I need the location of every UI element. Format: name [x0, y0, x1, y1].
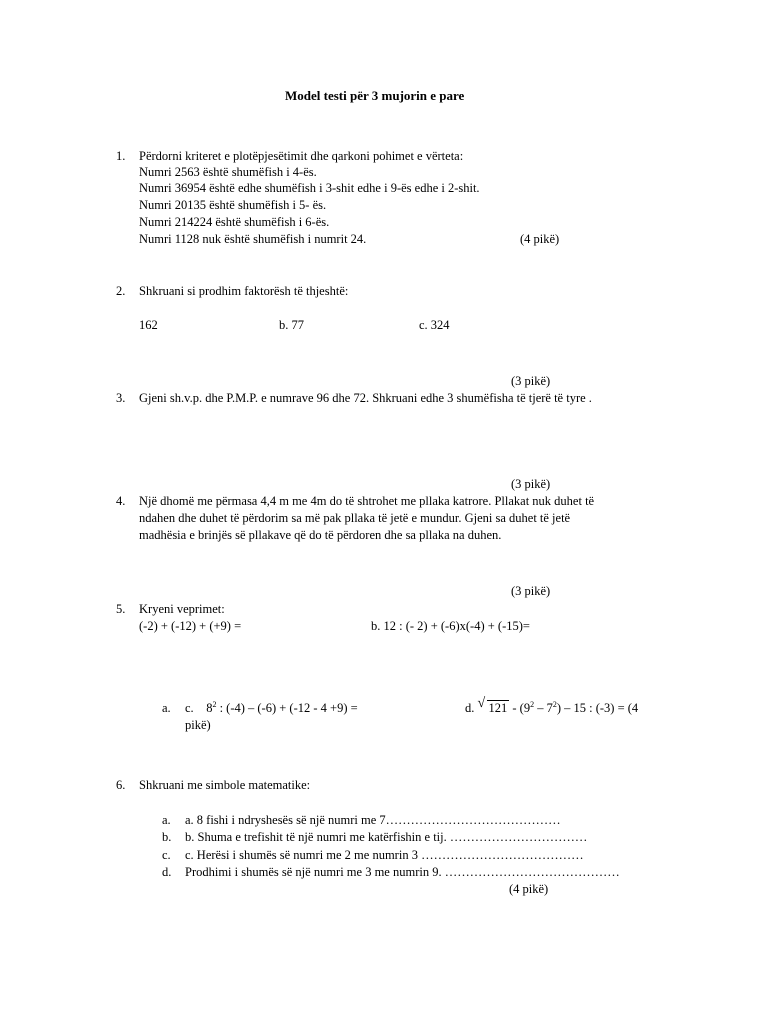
question-number: 1. — [116, 149, 126, 163]
expression-part: – 7 — [534, 701, 553, 715]
expression-c — [185, 700, 358, 716]
radicand: 121 — [488, 701, 508, 715]
question-number: 2. — [116, 284, 126, 298]
question-number: 6. — [116, 778, 126, 792]
exponent: 2 — [552, 700, 557, 709]
statement-line: Numri 36954 është edhe shumëfish i 3-shit edhe i 9-ës edhe i 2-shit. — [139, 181, 480, 195]
expression-d — [465, 696, 639, 716]
expression-rest: : (-4) – (-6) + (-12 - 4 +9) = — [219, 701, 358, 715]
question-text: Përdorni kriteret e plotëpjesëtimit dhe qarkoni pohimet e vërteta: — [139, 149, 464, 163]
list-item: a. 8 fishi i ndryshesës së një numri me 7…………………………………… — [185, 813, 561, 827]
question-text: ndahen dhe duhet të përdorim sa më pak pllaka të jetë e mundur. Gjeni sa duhet të jetë — [139, 511, 571, 525]
page-title: Model testi për 3 mujorin e pare — [285, 88, 465, 103]
list-item: c. Herësi i shumës së numri me 2 me numrin 3 ………………………………… — [185, 848, 584, 862]
statement-line: Numri 20135 është shumëfish i 5- ës. — [139, 198, 327, 212]
list-marker: a. — [162, 813, 171, 827]
question-text: Kryeni veprimet: — [139, 602, 225, 616]
points-label: (4 pikë) — [520, 232, 560, 246]
question-text: Gjeni sh.v.p. dhe P.M.P. e numrave 96 dhe 72. Shkruani edhe 3 shumëfisha të tjerë të tyre . — [139, 391, 592, 405]
points-label: (4 pikë) — [509, 882, 549, 896]
statement-line: Numri 2563 është shumëfish i 4-ës. — [139, 165, 317, 179]
expression-a: (-2) + (-12) + (+9) = — [139, 619, 242, 633]
question-number: 4. — [116, 494, 126, 508]
subitem-label: d. — [465, 701, 475, 715]
question-number: 5. — [116, 602, 126, 616]
list-marker: a. — [162, 701, 171, 715]
statement-line: Numri 214224 është shumëfish i 6-ës. — [139, 215, 330, 229]
exponent: 2 — [212, 700, 217, 709]
question-number: 3. — [116, 391, 126, 405]
list-item: b. Shuma e trefishit të një numri me katërfishin e tij. …………………………… — [185, 830, 588, 844]
statement-line: Numri 1128 nuk është shumëfish i numrit 24. — [139, 232, 367, 246]
expression-part: ) – 15 : (-3) = (4 — [556, 701, 639, 715]
exponent: 2 — [530, 700, 535, 709]
question-text: Shkruani me simbole matematike: — [139, 778, 311, 792]
list-marker: c. — [162, 848, 171, 862]
subitem-b: b. 77 — [279, 318, 304, 332]
expression-b: b. 12 : (- 2) + (-6)x(-4) + (-15)= — [371, 619, 530, 633]
subitem-c: c. 324 — [419, 318, 450, 332]
expression-part: - (9 — [509, 701, 531, 715]
question-text: madhësia e brinjës së pllakave që do të përdoren dhe sa pllaka na duhen. — [139, 528, 502, 542]
square-root — [477, 696, 510, 716]
points-label: (3 pikë) — [511, 477, 551, 491]
points-label: pikë) — [185, 718, 211, 732]
subitem-a: 162 — [139, 318, 158, 332]
question-text: Një dhomë me përmasa 4,4 m me 4m do të shtrohet me pllaka katrore. Pllakat nuk duhet të — [139, 494, 595, 508]
list-item: Prodhimi i shumës së një numri me 3 me numrin 9. …………………………………… — [185, 865, 620, 879]
points-label: (3 pikë) — [511, 584, 551, 598]
list-marker: b. — [162, 830, 172, 844]
power-base: 8 — [206, 701, 213, 715]
radical-sign-icon: √ — [477, 696, 486, 711]
question-text: Shkruani si prodhim faktorësh të thjeshtë: — [139, 284, 349, 298]
list-marker: d. — [162, 865, 172, 879]
points-label: (3 pikë) — [511, 374, 551, 388]
subitem-label: c. — [185, 701, 194, 715]
